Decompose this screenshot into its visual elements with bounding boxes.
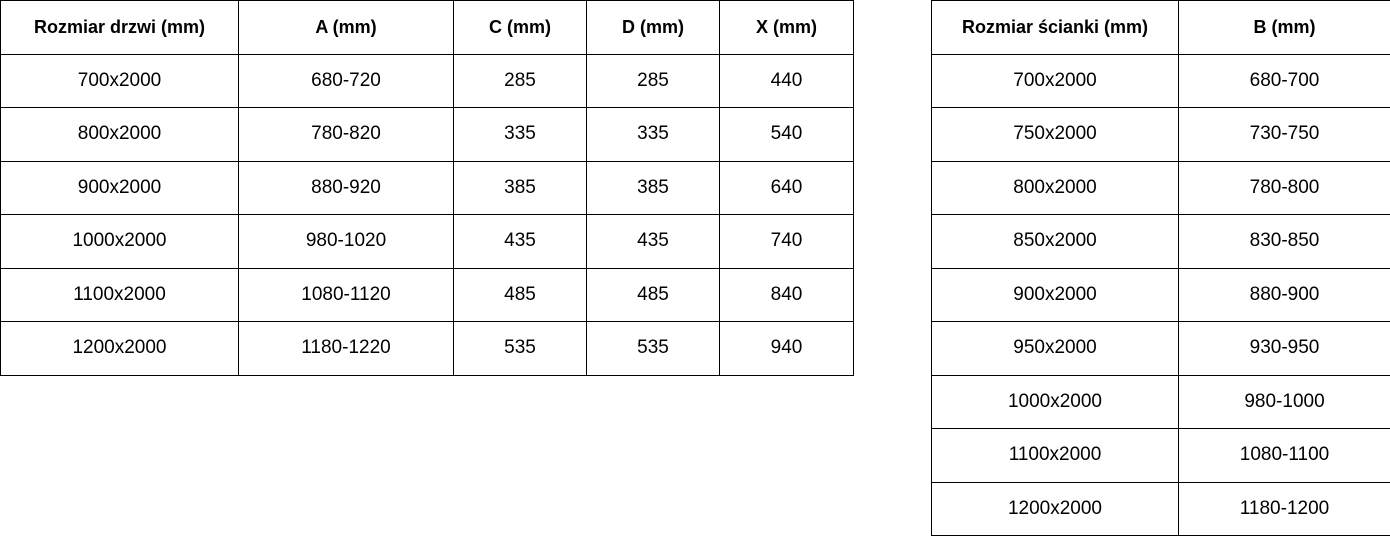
table-row xyxy=(932,161,1390,215)
column-header-x: X (mm) xyxy=(720,1,854,55)
cell-a: 1180-1220 xyxy=(239,322,454,376)
cell-wall-size: 750x2000 xyxy=(932,108,1179,162)
column-header-b: B (mm) xyxy=(1179,1,1390,55)
cell-d: 485 xyxy=(587,268,720,322)
table-header-row xyxy=(932,1,1390,55)
cell-c: 285 xyxy=(454,54,587,108)
column-header-wall-size: Rozmiar ścianki (mm) xyxy=(932,1,1179,55)
cell-door-size: 1000x2000 xyxy=(1,215,239,269)
table-row xyxy=(1,161,854,215)
cell-door-size: 1200x2000 xyxy=(1,322,239,376)
cell-wall-size: 700x2000 xyxy=(932,54,1179,108)
cell-c: 335 xyxy=(454,108,587,162)
cell-b: 1080-1100 xyxy=(1179,429,1390,483)
cell-a: 1080-1120 xyxy=(239,268,454,322)
cell-d: 335 xyxy=(587,108,720,162)
table-row xyxy=(1,322,854,376)
column-header-d: D (mm) xyxy=(587,1,720,55)
cell-b: 880-900 xyxy=(1179,268,1390,322)
cell-c: 385 xyxy=(454,161,587,215)
cell-wall-size: 900x2000 xyxy=(932,268,1179,322)
cell-door-size: 900x2000 xyxy=(1,161,239,215)
table-header-row xyxy=(1,1,854,55)
column-header-door-size: Rozmiar drzwi (mm) xyxy=(1,1,239,55)
cell-d: 435 xyxy=(587,215,720,269)
cell-c: 485 xyxy=(454,268,587,322)
table-row xyxy=(932,482,1390,536)
cell-wall-size: 850x2000 xyxy=(932,215,1179,269)
column-header-c: C (mm) xyxy=(454,1,587,55)
cell-door-size: 800x2000 xyxy=(1,108,239,162)
cell-b: 830-850 xyxy=(1179,215,1390,269)
cell-d: 385 xyxy=(587,161,720,215)
cell-x: 940 xyxy=(720,322,854,376)
cell-c: 535 xyxy=(454,322,587,376)
cell-d: 285 xyxy=(587,54,720,108)
cell-door-size: 700x2000 xyxy=(1,54,239,108)
wall-dimensions-table xyxy=(931,0,1390,536)
cell-a: 880-920 xyxy=(239,161,454,215)
cell-wall-size: 1000x2000 xyxy=(932,375,1179,429)
cell-wall-size: 1100x2000 xyxy=(932,429,1179,483)
cell-b: 730-750 xyxy=(1179,108,1390,162)
cell-a: 680-720 xyxy=(239,54,454,108)
column-header-a: A (mm) xyxy=(239,1,454,55)
cell-b: 930-950 xyxy=(1179,322,1390,376)
cell-a: 980-1020 xyxy=(239,215,454,269)
table-row xyxy=(932,429,1390,483)
cell-b: 1180-1200 xyxy=(1179,482,1390,536)
cell-wall-size: 800x2000 xyxy=(932,161,1179,215)
table-row xyxy=(1,215,854,269)
table-row xyxy=(932,322,1390,376)
cell-x: 640 xyxy=(720,161,854,215)
cell-x: 740 xyxy=(720,215,854,269)
table-row xyxy=(932,54,1390,108)
cell-x: 540 xyxy=(720,108,854,162)
cell-b: 680-700 xyxy=(1179,54,1390,108)
cell-wall-size: 950x2000 xyxy=(932,322,1179,376)
table-row xyxy=(1,268,854,322)
table-row xyxy=(932,268,1390,322)
table-row xyxy=(932,375,1390,429)
cell-door-size: 1100x2000 xyxy=(1,268,239,322)
cell-d: 535 xyxy=(587,322,720,376)
table-row xyxy=(932,215,1390,269)
doors-dimensions-table xyxy=(0,0,854,376)
table-row xyxy=(1,108,854,162)
cell-c: 435 xyxy=(454,215,587,269)
cell-wall-size: 1200x2000 xyxy=(932,482,1179,536)
table-row xyxy=(1,54,854,108)
cell-x: 440 xyxy=(720,54,854,108)
cell-x: 840 xyxy=(720,268,854,322)
cell-b: 780-800 xyxy=(1179,161,1390,215)
table-row xyxy=(932,108,1390,162)
cell-a: 780-820 xyxy=(239,108,454,162)
cell-b: 980-1000 xyxy=(1179,375,1390,429)
